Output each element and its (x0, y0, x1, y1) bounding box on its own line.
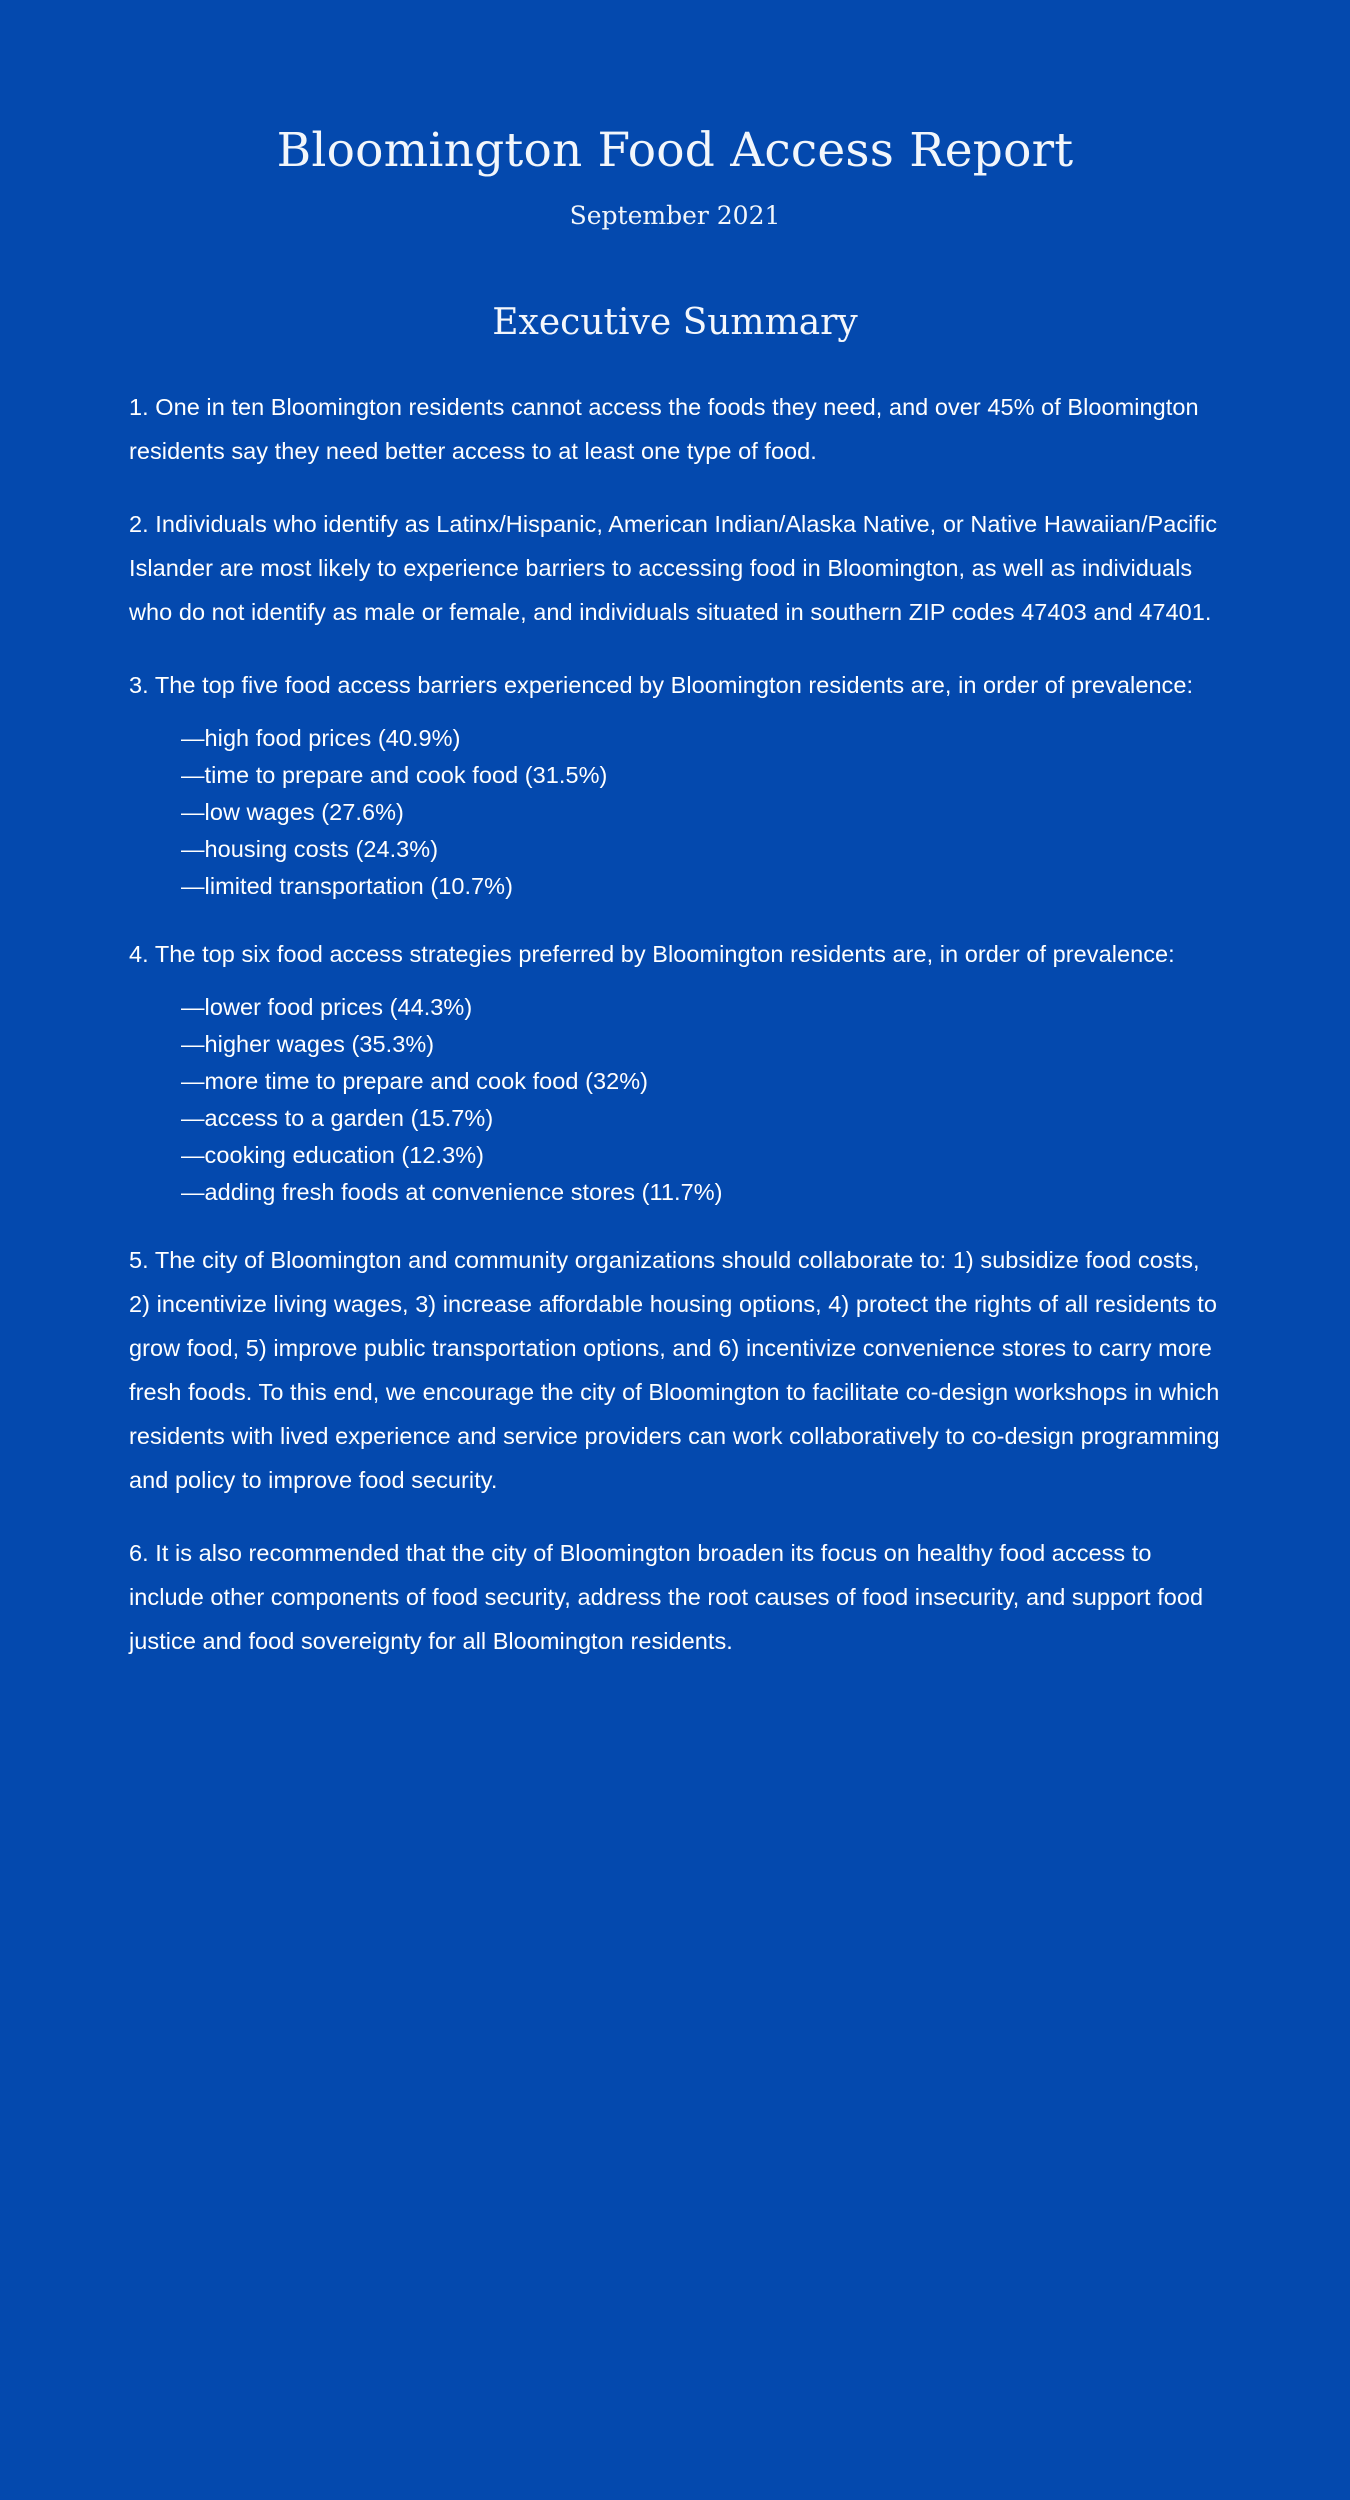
executive-summary-body (115, 343, 1235, 1663)
list-item: —time to prepare and cook food (31.5%) (181, 761, 608, 788)
summary-point-6: 6. It is also recommended that the city of Bloomington broaden its focus on healthy food access to include other components of food security, address the root causes of food insecurity, and support food justice and food sovereignty for all Bloomington residents. (129, 1539, 1204, 1654)
list-item: —limited transportation (10.7%) (181, 872, 513, 899)
barriers-list (129, 720, 1221, 905)
list-item: —access to a garden (15.7%) (181, 1104, 494, 1131)
list-item: —adding fresh foods at convenience stores (11.7%) (181, 1178, 723, 1205)
summary-point-4-intro: 4. The top six food access strategies preferred by Bloomington residents are, in order of prevalence: (129, 940, 1175, 967)
summary-point-1: 1. One in ten Bloomington residents cannot access the foods they need, and over 45% of Bloomington residents say they need better access to at least one type of food. (129, 393, 1199, 464)
list-item: —low wages (27.6%) (181, 798, 404, 825)
report-header (0, 0, 1350, 230)
page-title: Bloomington Food Access Report (276, 123, 1074, 178)
list-item: —high food prices (40.9%) (181, 724, 461, 751)
list-item: —lower food prices (44.3%) (181, 993, 473, 1020)
list-item: —higher wages (35.3%) (181, 1030, 435, 1057)
report-date: September 2021 (569, 200, 781, 230)
list-item: —more time to prepare and cook food (32%) (181, 1067, 649, 1094)
summary-point-2: 2. Individuals who identify as Latinx/Hispanic, American Indian/Alaska Native, or Native Hawaiian/Pacific Islander are most likely to experience barriers to accessing food in Bloomington, as well as individuals who do not identify as male or female, and individuals situated in southern ZIP codes 47403 and 47401. (129, 510, 1218, 625)
section-heading-executive-summary: Executive Summary (492, 301, 858, 343)
summary-point-3-intro: 3. The top five food access barriers experienced by Bloomington residents are, in order of prevalence: (129, 671, 1194, 698)
list-item: —cooking education (12.3%) (181, 1141, 485, 1168)
strategies-list (129, 989, 1221, 1211)
list-item: —housing costs (24.3%) (181, 835, 439, 862)
summary-point-5: 5. The city of Bloomington and community organizations should collaborate to: 1) subsidize food costs, 2) incentivize living wages, 3) increase affordable housing options, 4) protect the rights of all residents to grow food, 5) improve public transportation options, and 6) incentivize convenience stores to carry more fresh foods. To this end, we encourage the city of Bloomington to facilitate co-design workshops in which residents with lived experience and service providers can work collaboratively to co-design programming and policy to improve food security. (129, 1246, 1220, 1493)
